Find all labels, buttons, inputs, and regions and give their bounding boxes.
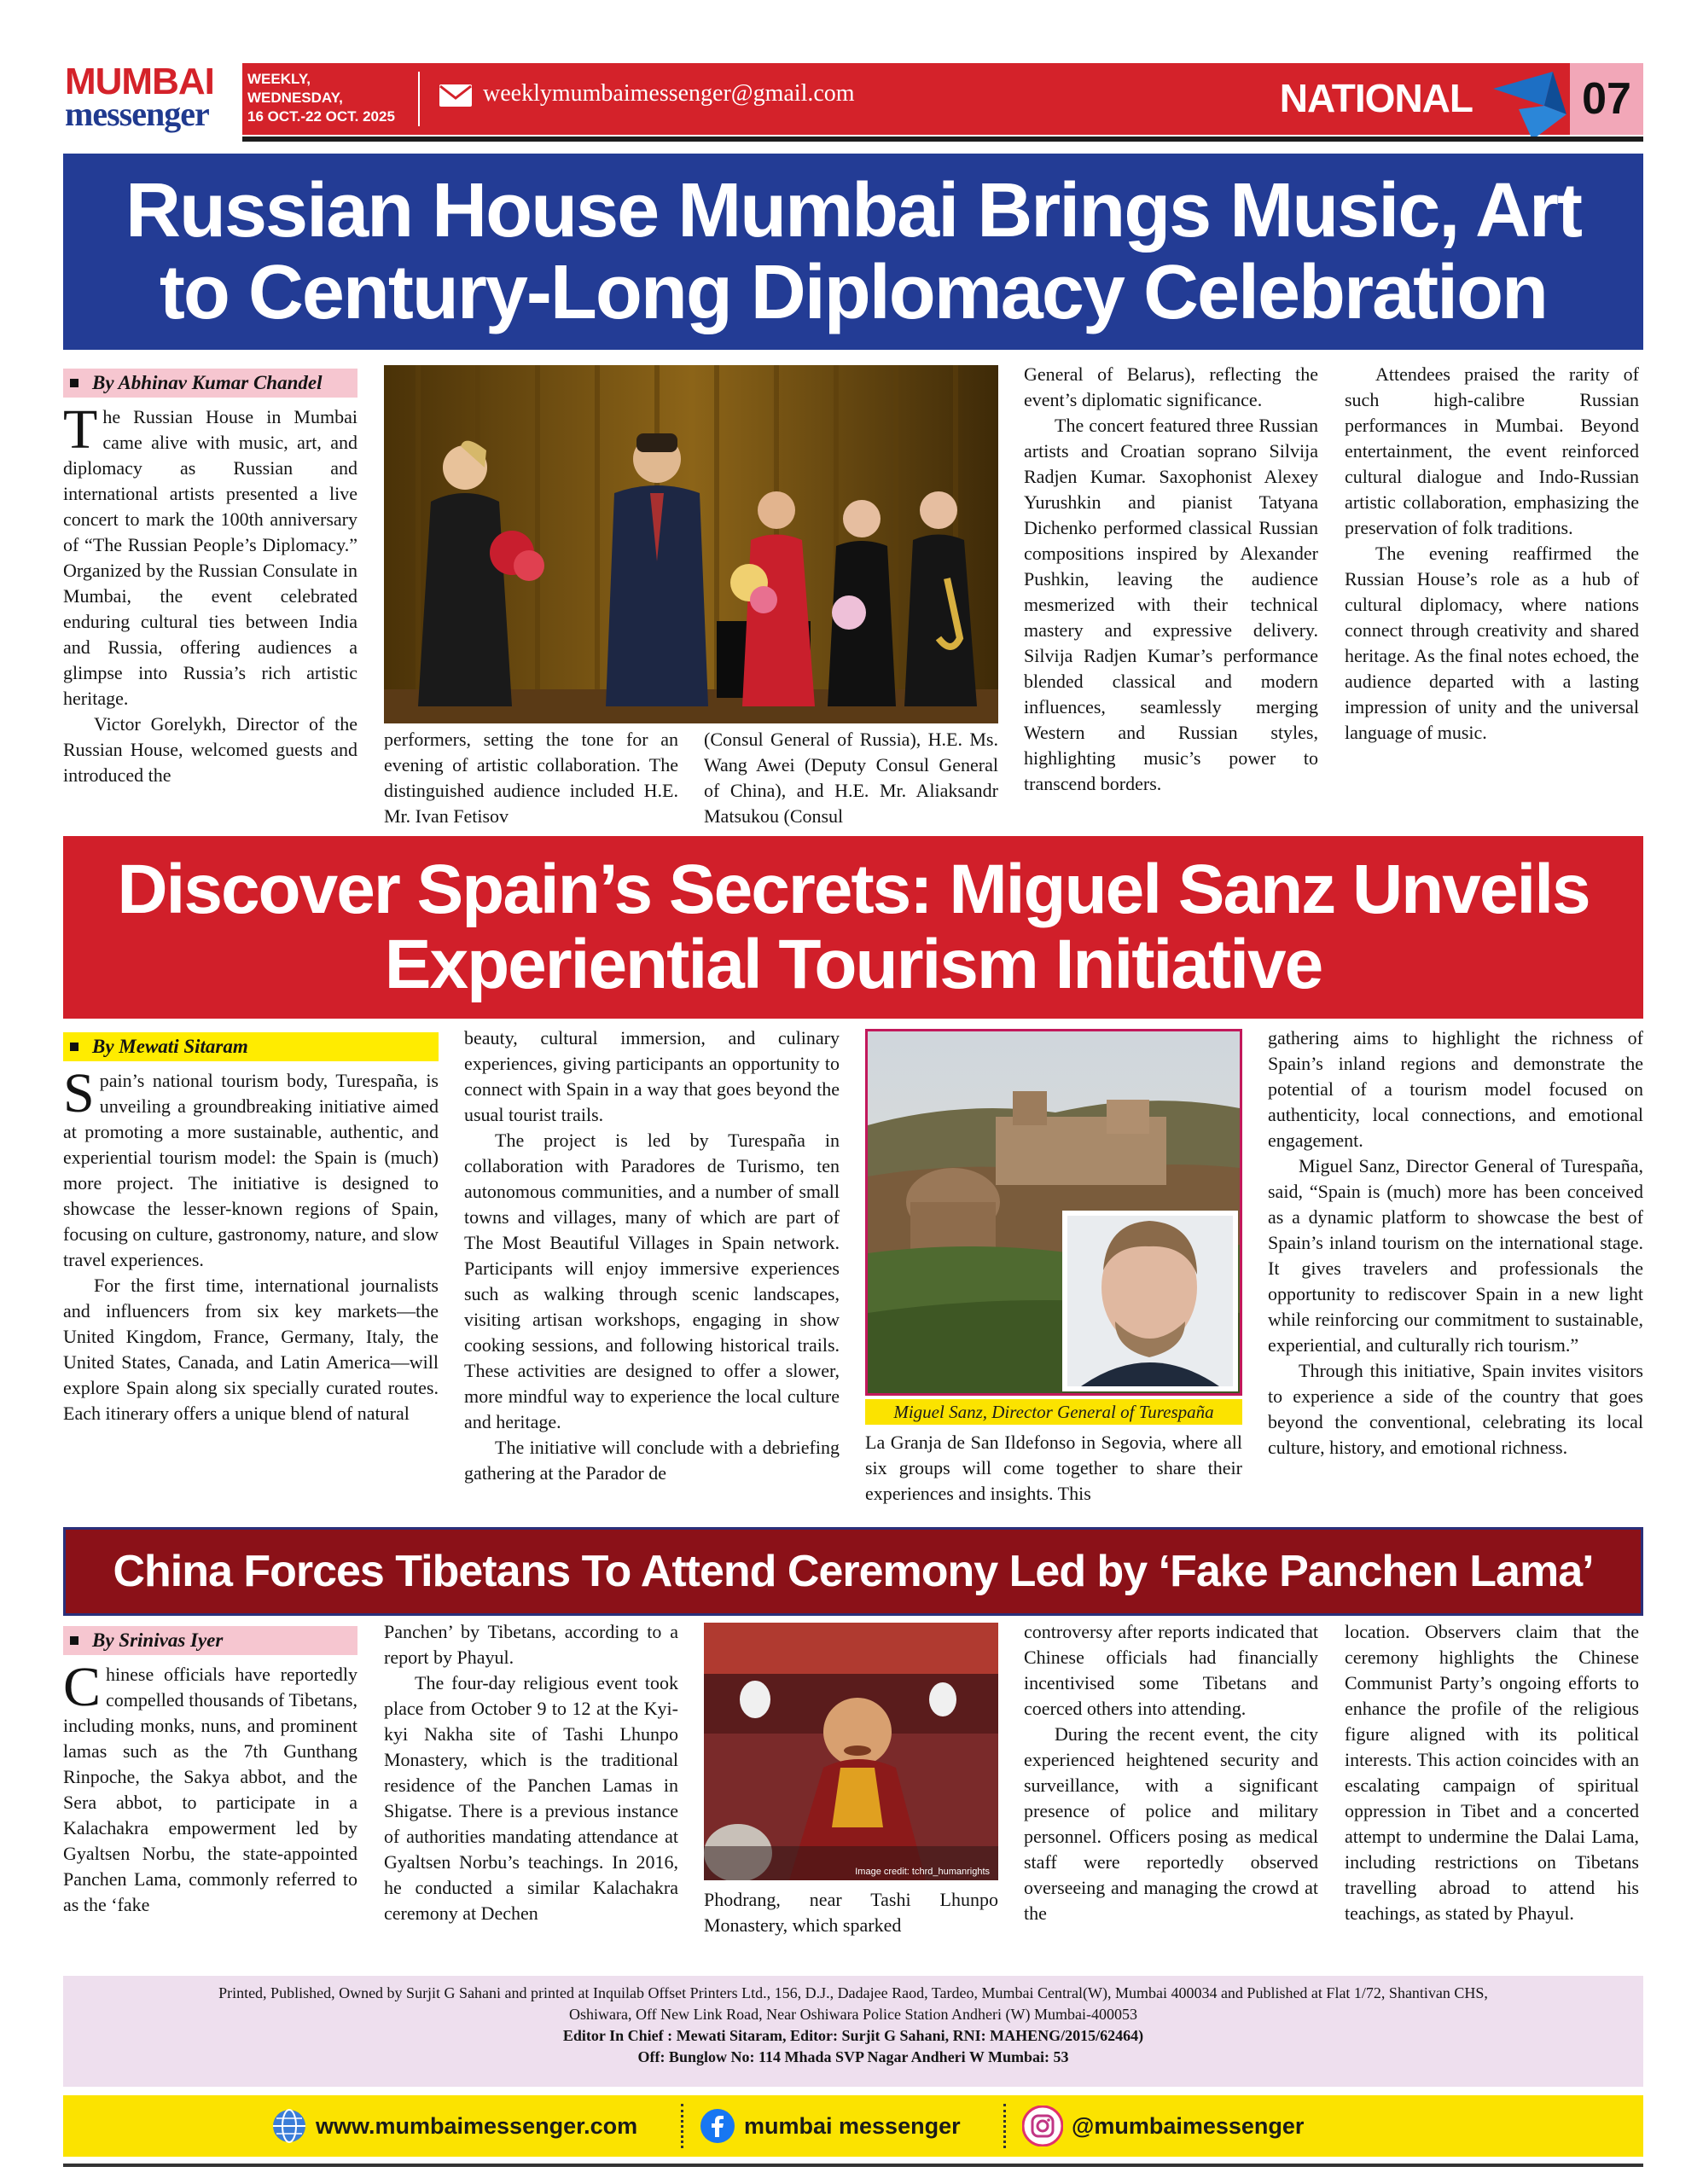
website-link[interactable] — [271, 2095, 637, 2157]
logo-messenger: messenger — [65, 95, 209, 133]
imprint-office: Off: Bunglow No: 114 Mhada SVP Nagar Andheri W Mumbai: 53 — [637, 2048, 1069, 2065]
article3-column-3 — [704, 1887, 998, 1938]
mail-icon — [439, 82, 473, 109]
article3-paragraph: The four-day religious event took place from October 9 to 12 at the Kyi-kyi Nakha site of Tashi Lhunpo Monastery, which is the traditional residence of the Panchen Lamas in Shigatse. There is a previous instance of authorities mandating attendance at Gyaltsen Norbu’s teachings. In 2016, he conducted a similar Kalachakra ceremony at Dechen — [384, 1672, 678, 1924]
instagram-link[interactable] — [1022, 2095, 1304, 2157]
article1-column-3 — [1024, 362, 1318, 797]
article1-paragraph: The concert featured three Russian artists and Croatian soprano Silvija Radjen Kumar. Saxophonist Alexey Yurushkin and pianist Tatyana Dichenko performed classical Russian compositions inspired by Alexander Pushkin, leaving the audience mesmerized with their technical mastery and expressive delivery. Silvija Radjen Kumar’s performance blended classical and modern influences, seamlessly merging Western and Russian styles, highlighting music’s power to transcend borders. — [1024, 415, 1318, 794]
issue-dates — [247, 70, 410, 126]
issue-date-range: 16 OCT.-22 OCT. 2025 — [247, 108, 395, 125]
article3-byline: By Srinivas Iyer — [63, 1626, 357, 1655]
article3-paragraph: location. Observers claim that the ceremony highlights the Chinese Communist Party’s ongoing efforts to enhance the profile of the religious figure aligned with its political interests. This action coincides with an escalating campaign of spiritual oppression in Tibet and a concerted attempt to undermine the Dalai Lama, including restrictions on Tibetans travelling abroad to attend his teachings, as stated by Phayul. — [1345, 1621, 1639, 1924]
article2-paragraph: beauty, cultural immersion, and culinary experiences, giving participants an opportunity to connect with Spain in a way that goes beyond the usual tourist trails. — [464, 1027, 840, 1125]
article3-headline-text: China Forces Tibetans To Attend Ceremony Led by ‘Fake Panchen Lama’ — [113, 1547, 1594, 1596]
article1-paragraph: (Consul General of Russia), H.E. Ms. Wang Awei (Deputy Consul General of China), and H.E. Mr. Aliaksandr Matsukou (Consul — [704, 729, 998, 827]
article1-headline[interactable] — [63, 154, 1643, 350]
contact-email[interactable]: weeklymumbaimessenger@gmail.com — [483, 80, 855, 107]
article3-paragraph: controversy after reports indicated that Chinese officials had financially incentivised some Tibetans and coerced others into attending. — [1024, 1621, 1318, 1719]
social-divider — [681, 2104, 683, 2148]
article3-column-4 — [1024, 1619, 1318, 1926]
imprint-editors: Editor In Chief : Mewati Sitaram, Editor: Surjit G Sahani, RNI: MAHENG/2015/62464) — [562, 2027, 1144, 2044]
article2-column-1 — [63, 1032, 439, 1426]
article2-paragraph: The project is led by Turespaña in collaboration with Paradores de Turismo, ten autonomous communities, and a number of small towns and villages, many of which are part of The Most Beautiful Villages in Spain network. Participants will enjoy immersive experiences such as walking through scenic landscapes, visiting artisan workshops, engaging in show cooking sessions, and following historical trails. These activities are designed to offer a slower, more mindful way to experience the local culture and heritage. — [464, 1130, 840, 1432]
article1-column-1 — [63, 369, 357, 788]
concert-stage-image — [384, 365, 998, 723]
facebook-icon — [700, 2108, 735, 2144]
article2-column-4 — [1268, 1025, 1643, 1461]
article2-headline-line2: Experiential Tourism Initiative — [384, 926, 1322, 1003]
article1-headline-line1: Russian House Mumbai Brings Music, Art — [125, 168, 1581, 253]
imprint-block — [63, 1976, 1643, 2087]
masthead-rule — [242, 136, 1643, 142]
article1-headline-line2: to Century-Long Diplomacy Celebration — [159, 250, 1548, 335]
article1-paragraph: The evening reaffirmed the Russian House’s role as a hub of cultural diplomacy, where nations connect through creativity and shared heritage. As the final notes echoed, the audience departed with a lasting impression of unity and the universal language of music. — [1345, 543, 1639, 743]
social-bar — [63, 2095, 1643, 2157]
article1-column-4 — [1345, 362, 1639, 746]
article2-paragraph: La Granja de San Ildefonso in Segovia, where all six groups will come together to share their experiences and insights. This — [865, 1432, 1242, 1504]
ceremony-image — [704, 1623, 998, 1880]
article3-paragraph: Chinese officials have reportedly compelled thousands of Tibetans, including monks, nuns, and prominent lamas such as the 7th Gunthang Rinpoche, the Sakya abbot, and the Sera abbot, to participate in a Kalachakra empowerment led by Gyaltsen Norbu, the state-appointed Panchen Lama, commonly referred to as the ‘fake — [63, 1656, 357, 1915]
article1-paragraph: performers, setting the tone for an evening of artistic collaboration. The distinguished audience included H.E. Mr. Ivan Fetisov — [384, 729, 678, 827]
photo-credit: Image credit: tchrd_humanrights — [855, 1867, 990, 1877]
social-divider — [1003, 2104, 1006, 2148]
article2-headline-line1: Discover Spain’s Secrets: Miguel Sanz Unveils — [117, 851, 1590, 928]
imprint-line: Oshiwara, Off New Link Road, Near Oshiwara Police Station Andheri (W) Mumbai-400053 — [568, 2006, 1138, 2023]
instagram-icon — [1022, 2106, 1063, 2146]
article2-paragraph: The initiative will conclude with a debriefing gathering at the Parador de — [464, 1437, 840, 1484]
article1-paragraph: Victor Gorelykh, Director of the Russian House, welcomed guests and introduced the — [63, 713, 357, 786]
website-url: www.mumbaimessenger.com — [316, 2112, 638, 2139]
article3-paragraph: During the recent event, the city experienced heightened security and surveillance, with a significant presence of police and military personnel. Officers posing as medical staff were reportedly observed overseeing and managing the crowd at the — [1024, 1723, 1318, 1924]
article2-column-3 — [865, 1430, 1242, 1507]
logo-mumbai: MUMBAI — [65, 61, 214, 102]
article2-paragraph: gathering aims to highlight the richness of Spain’s inland regions and demonstrate the potential of a tourism model focused on authenticity, local connections, and emotional engagement. — [1268, 1027, 1643, 1151]
masthead — [65, 63, 1643, 145]
article3-column-2 — [384, 1619, 678, 1926]
article2-paragraph: For the first time, international journalists and influencers from six key markets—the United Kingdom, France, Germany, Italy, the United States, Canada, and Latin America—will explore Spain along six specially curated routes. Each itinerary offers a unique blend of natural — [63, 1275, 439, 1424]
article3-headline[interactable] — [63, 1527, 1643, 1616]
article2-byline: By Mewati Sitaram — [63, 1032, 439, 1061]
panchen-lama-photo — [704, 1623, 998, 1880]
article2-column-2 — [464, 1025, 840, 1486]
page-number: 07 — [1570, 63, 1643, 135]
bottom-rule — [63, 2164, 1643, 2167]
article1-byline: By Abhinav Kumar Chandel — [63, 369, 357, 398]
concert-photo — [384, 365, 998, 723]
article1-column-2a — [384, 727, 678, 829]
globe-icon — [271, 2108, 307, 2144]
issue-frequency: WEEKLY, WEDNESDAY, — [247, 71, 343, 106]
segovia-photo — [865, 1029, 1242, 1396]
section-title: NATIONAL — [1279, 76, 1473, 120]
facebook-link[interactable] — [700, 2095, 961, 2157]
article2-paragraph: Miguel Sanz, Director General of Turespaña, said, “Spain is (much) more has been conceived as a dynamic platform to showcase the best of Spain’s inland tourism on the international stage. It gives travelers and professionals the opportunity to rediscover Spain in a new light while reinforcing our commitment to sustainable, experiential, and culturally rich tourism.” — [1268, 1155, 1643, 1356]
castle-landscape-image — [868, 1031, 1240, 1393]
newspaper-logo[interactable] — [65, 63, 239, 135]
masthead-divider — [418, 72, 420, 126]
article1-column-2b — [704, 727, 998, 829]
article1-paragraph: General of Belarus), reflecting the event’s diplomatic significance. — [1024, 363, 1318, 410]
article1-paragraph: Attendees praised the rarity of such high-calibre Russian performances in Mumbai. Beyond entertainment, the event reinforced cultural dialogue and Indo-Russian artistic collaboration, emphasizing the preservation of folk traditions. — [1345, 363, 1639, 538]
instagram-handle: @mumbaimessenger — [1072, 2112, 1305, 2139]
article2-photo-caption: Miguel Sanz, Director General of Turespaña — [865, 1399, 1242, 1425]
article3-paragraph: Phodrang, near Tashi Lhunpo Monastery, which sparked — [704, 1889, 998, 1936]
article3-column-1 — [63, 1626, 357, 1918]
article2-paragraph: Spain’s national tourism body, Turespaña, is unveiling a groundbreaking initiative aimed at promoting a more sustainable, authentic, and experiential tourism model: the Spain is (much) more project. The initiative is designed to showcase the lesser-known regions of Spain, focusing on culture, gastronomy, nature, and slow travel experiences. — [63, 1062, 439, 1270]
article3-paragraph: Panchen’ by Tibetans, according to a report by Phayul. — [384, 1621, 678, 1668]
imprint-line: Printed, Published, Owned by Surjit G Sahani and printed at Inquilab Offset Printers Ltd., 156, D.J., Dadajee Raod, Tardeo, Mumbai Central(W), Mumbai 400034 and Published at Flat 1/72, Shantivan CHS, — [218, 1984, 1488, 2001]
article3-column-5 — [1345, 1619, 1639, 1926]
article1-paragraph: The Russian House in Mumbai came alive with music, art, and diplomacy as Russian and international artists presented a live concert to mark the 100th anniversary of “The Russian People’s Diplomacy.” Organized by the Russian Consulate in Mumbai, the event celebrated enduring cultural ties between India and Russia, offering audiences a glimpse into Russia’s rich artistic heritage. — [63, 398, 357, 709]
article2-paragraph: Through this initiative, Spain invites visitors to experience a side of the country that goes beyond the conventional, celebrating its local culture, history, and emotional richness. — [1268, 1360, 1643, 1458]
article2-headline[interactable] — [63, 836, 1643, 1019]
facebook-handle: mumbai messenger — [744, 2112, 961, 2139]
